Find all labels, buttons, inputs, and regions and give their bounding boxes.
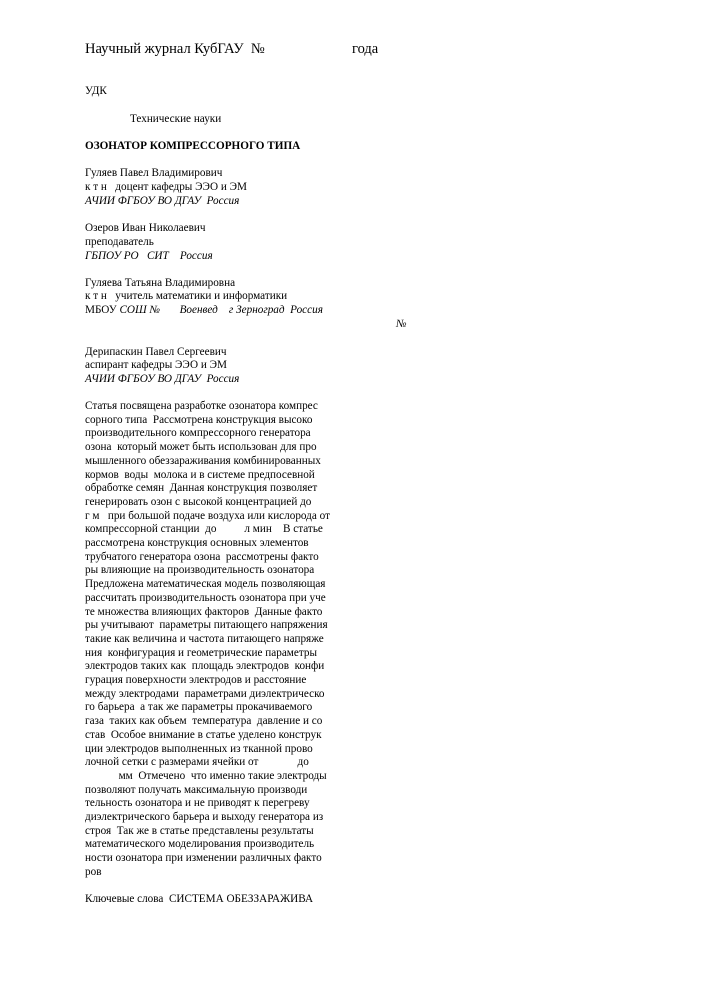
abstract-line: сорного типа Рассмотрена конструкция высоко xyxy=(85,413,313,426)
abstract-line: г м при большой подаче воздуха или кислорода от xyxy=(85,509,330,522)
abstract-line: ности озонатора при изменении различных факто xyxy=(85,852,322,865)
abstract-line: ров xyxy=(85,865,102,878)
author-name: Гуляев Павел Владимирович xyxy=(85,167,223,179)
abstract-line: трубчатого генератора озона рассмотрены факто xyxy=(85,550,319,563)
author-position: к т н доцент кафедры ЭЭО и ЭМ xyxy=(85,181,248,193)
abstract-line: мышленного обеззараживания комбинированных xyxy=(85,454,321,467)
abstract-line: лочной сетки с размерами ячейки от до xyxy=(85,756,309,769)
abstract-line: строя Так же в статье представлены результаты xyxy=(85,824,314,837)
abstract-line: математического моделирования производитель xyxy=(85,838,315,851)
abstract-line: компрессорной станции до л мин В статье xyxy=(85,523,323,536)
author-organization-line xyxy=(85,304,323,318)
abstract-line: производительного компрессорного генератора xyxy=(85,427,311,440)
abstract-line: позволяют получать максимальную производи xyxy=(85,783,308,796)
abstract-line: рассмотрена конструкция основных элементов xyxy=(85,537,309,549)
abstract-line: электродов таких как площадь электродов конфи xyxy=(85,660,325,673)
author-organization: СОШ № Военвед г Зерноград Россия xyxy=(119,304,323,316)
article-title: ОЗОНАТОР КОМПРЕССОРНОГО ТИПА xyxy=(85,140,301,152)
abstract-line: диэлектрического барьера и выходу генератора из xyxy=(85,811,324,823)
abstract-line: те множества влияющих факторов Данные факто xyxy=(85,605,323,618)
author-name: Озеров Иван Николаевич xyxy=(85,222,206,234)
keywords: Ключевые слова СИСТЕМА ОБЕЗЗАРАЖИВА xyxy=(85,893,314,905)
abstract-line: гурация поверхности электродов и расстояние xyxy=(85,674,307,686)
abstract-line: Предложена математическая модель позволяющая xyxy=(85,578,326,591)
udk-label: УДК xyxy=(85,85,107,97)
author-organization: АЧИИ ФГБОУ ВО ДГАУ Россия xyxy=(85,373,240,385)
header-year: года xyxy=(352,41,379,57)
section-label: Технические науки xyxy=(130,113,222,125)
org-prefix: МБОУ xyxy=(85,304,117,316)
abstract-line: озона который может быть использован для про xyxy=(85,441,317,454)
author-position: аспирант кафедры ЭЭО и ЭМ xyxy=(85,359,227,371)
abstract-line: рассчитать производительность озонатора при уче xyxy=(85,591,326,604)
author-name: Гуляева Татьяна Владимировна xyxy=(85,277,236,289)
abstract-line: ции электродов выполненных из тканной прово xyxy=(85,742,313,755)
author-name: Дерипаскин Павел Сергеевич xyxy=(85,346,227,358)
abstract-line: тельность озонатора и не приводят к перегреву xyxy=(85,797,310,810)
abstract-line: го барьера а так же параметры прокачиваемого xyxy=(85,701,313,714)
abstract-line: кормов воды молока и в системе предпосевной xyxy=(85,468,315,481)
abstract-line: ры влияющие на производительность озонатора xyxy=(85,564,315,577)
abstract-line: между электродами параметрами диэлектрическо xyxy=(85,687,325,700)
abstract-line: ния конфигурация и геометрические параметры xyxy=(85,646,317,659)
abstract-line: Статья посвящена разработке озонатора компрес xyxy=(85,400,318,412)
abstract-line: газа таких как объем температура давление и со xyxy=(85,715,323,728)
abstract-line: ры учитывают параметры питающего напряжения xyxy=(85,619,328,632)
author-organization: АЧИИ ФГБОУ ВО ДГАУ Россия xyxy=(85,195,240,207)
author-position: к т н учитель математики и информатики xyxy=(85,290,288,302)
abstract-line: обработке семян Данная конструкция позволяет xyxy=(85,482,318,495)
abstract-line: мм Отмечено что именно такие электроды xyxy=(85,769,327,782)
abstract-line: генерировать озон с высокой концентрацией до xyxy=(85,495,312,508)
number-sign: № xyxy=(396,318,407,330)
journal-header: Научный журнал КубГАУ № xyxy=(85,41,265,57)
author-position: преподаватель xyxy=(85,236,154,248)
author-organization: ГБПОУ РО СИТ Россия xyxy=(85,250,213,262)
abstract-line: такие как величина и частота питающего напряже xyxy=(85,632,324,645)
abstract-line: став Особое внимание в статье уделено конструк xyxy=(85,728,322,741)
